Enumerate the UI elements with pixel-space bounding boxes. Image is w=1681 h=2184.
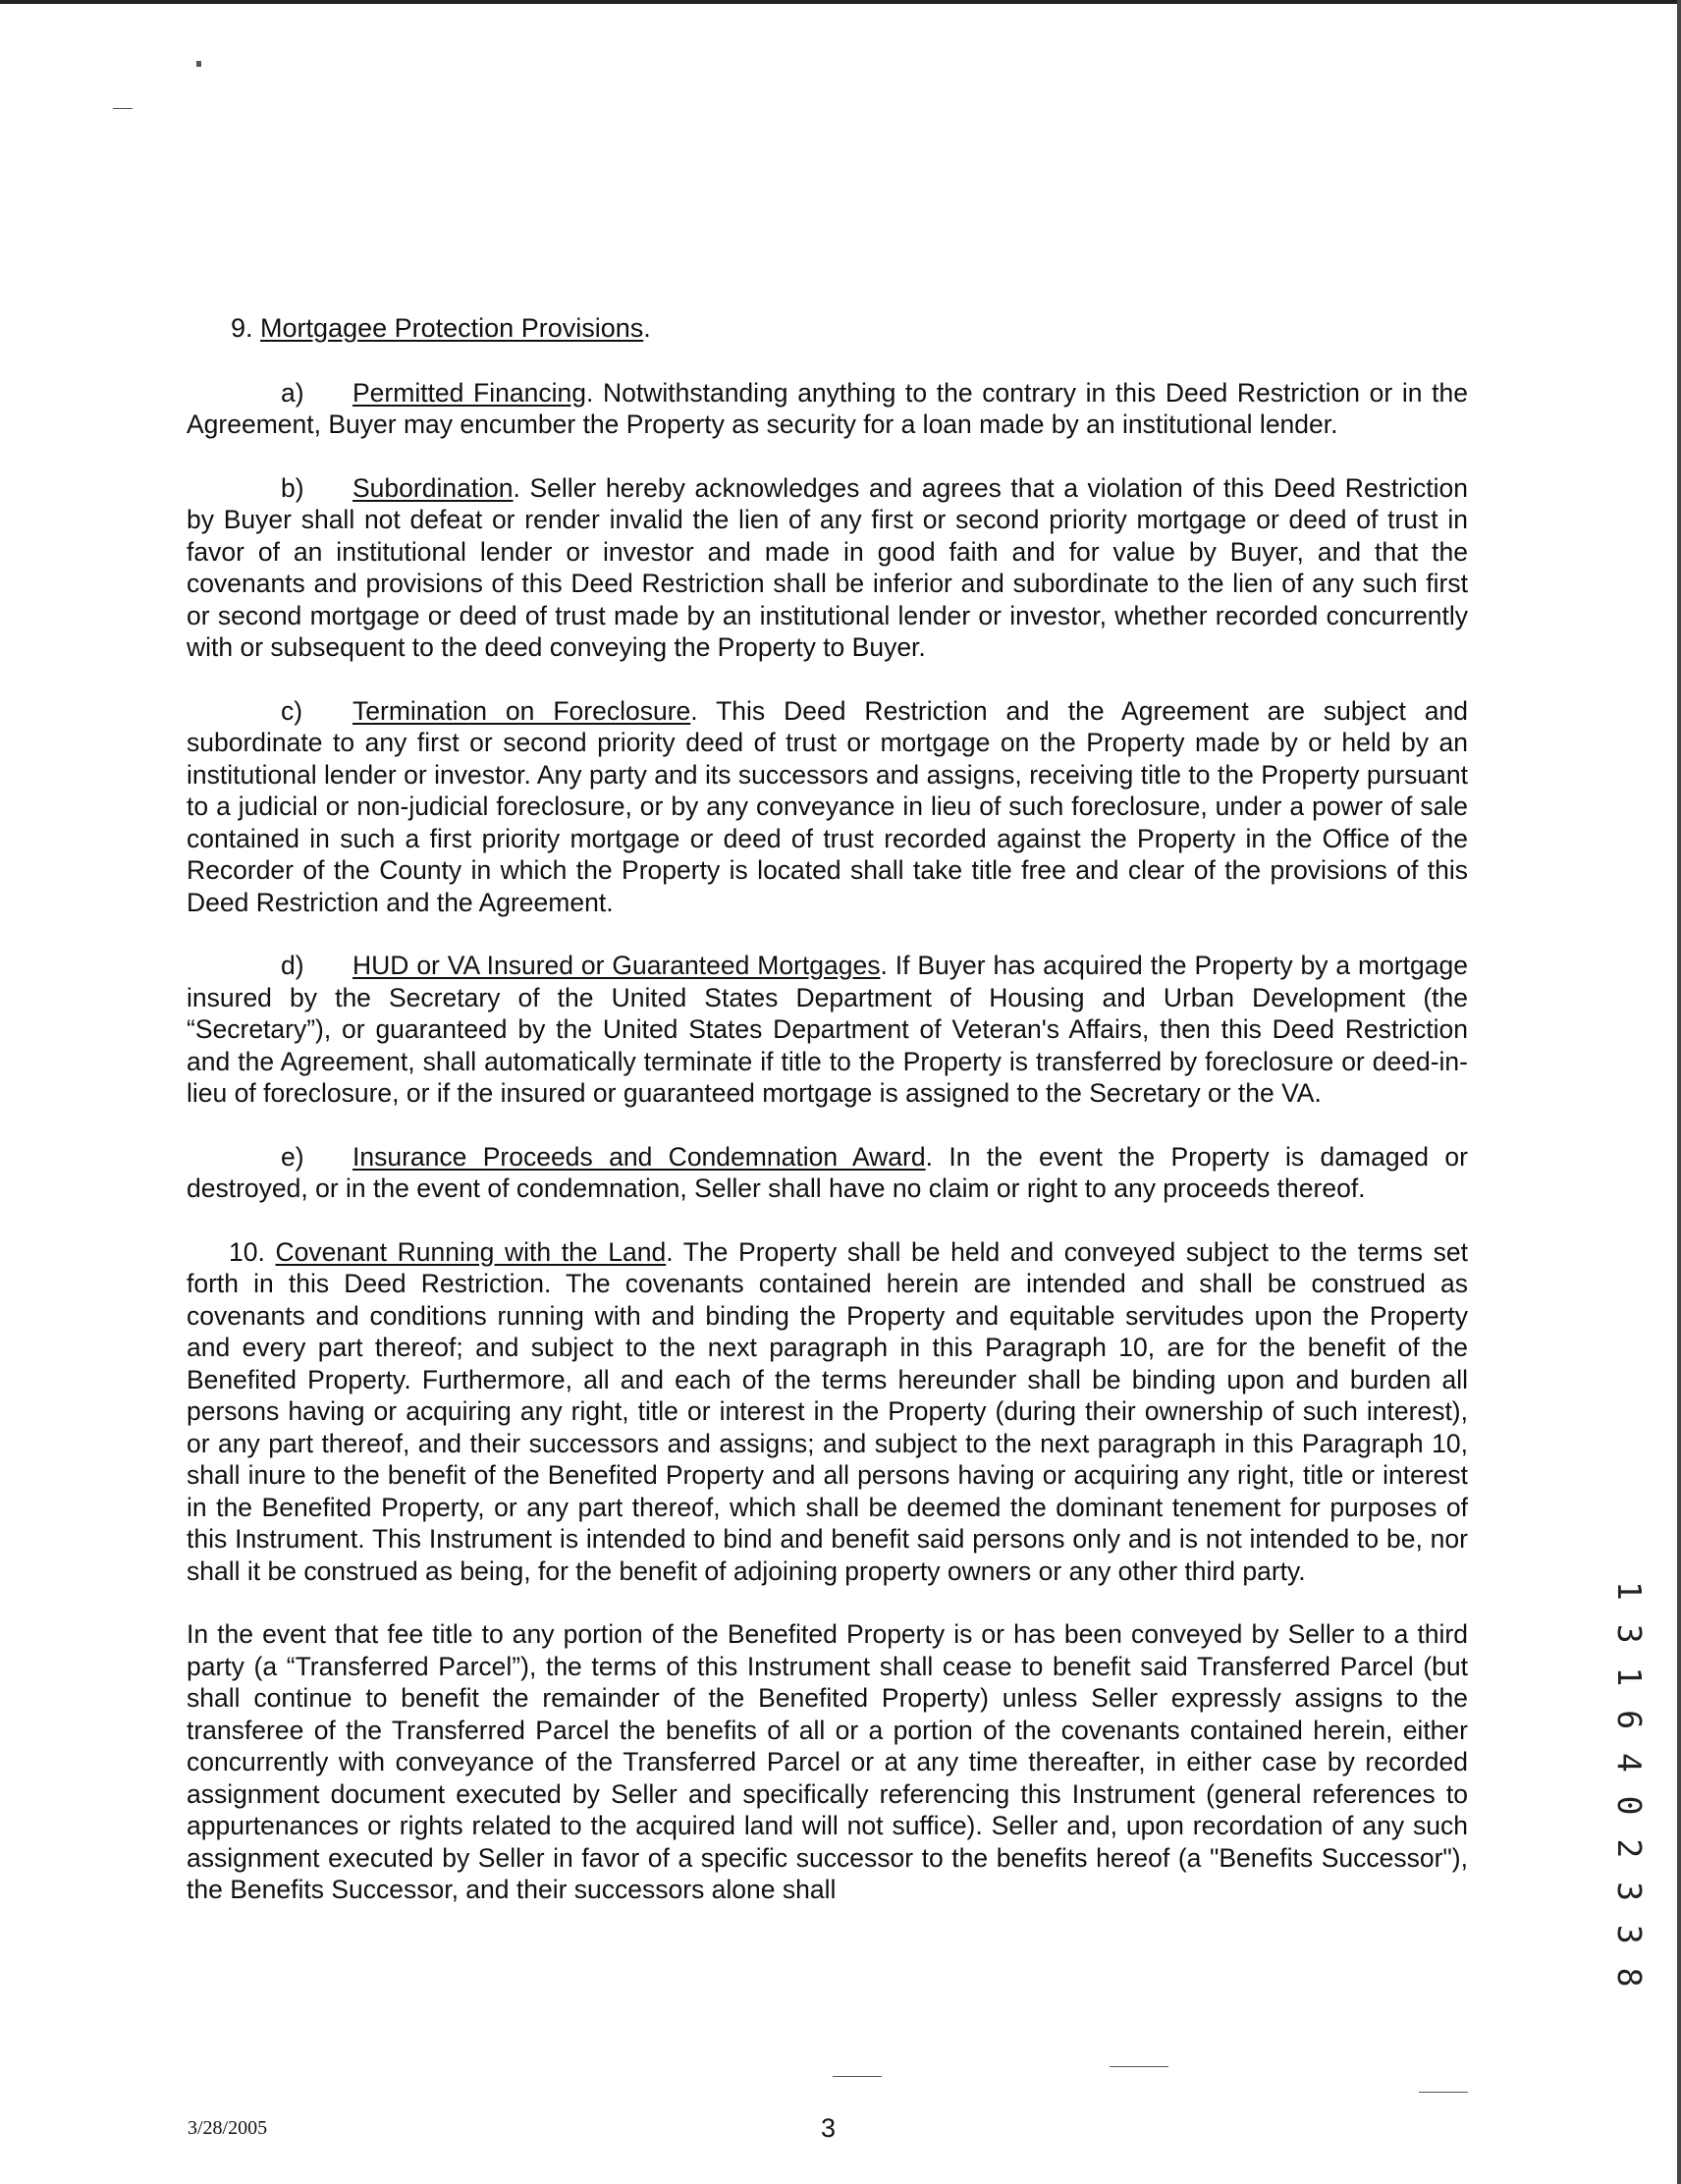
paragraph-heading: HUD or VA Insured or Guaranteed Mortgages: [352, 951, 881, 980]
paragraph-9b: [187, 472, 1468, 664]
paragraph-heading: Covenant Running with the Land: [275, 1236, 667, 1267]
paragraph-9e: [187, 1141, 1468, 1205]
paragraph-marker: a): [281, 377, 304, 408]
paragraph-text: . This Deed Restriction and the Agreement are subject and subordinate to any first or second priority deed of trust or mortgage on the Property made by or held by an institutional lender or investor. Any party and its successors and assigns, receiving title to the Property pursuant to a judicial or non-judicial foreclosure, or by any conveyance in lieu of such foreclosure, under a power of sale contained in such a first priority mortgage or deed of trust recorded against the Property in the Office of the Recorder of the County in which the Property is located shall take title free and clear of the provisions of this Deed Restriction and the Agreement.: [187, 695, 1469, 917]
paragraph-9d: [187, 950, 1468, 1110]
paragraph-marker: e): [281, 1141, 304, 1172]
scan-speck: [113, 108, 133, 109]
scan-speck: [196, 61, 201, 67]
paragraph-text: In the event that fee title to any portion of the Benefited Property is or has been conveyed by Seller to a third party (a “Transferred Parcel”), the terms of this Instrument shall cease to benefit said Transferred Parcel (but shall continue to benefit the remainder of the Benefited Property) unless Seller expressly assigns to the transferee of the Transferred Parcel the benefits of all or a portion of the covenants contained herein, either concurrently with conveyance of the Transferred Parcel or at any time thereafter, in either case by recorded assignment document executed by Seller and specifically referencing this Instrument (general references to appurtenances or rights related to the acquired land will not suffice). Seller and, upon recordation of any such assignment executed by Seller in favor of a specific successor to the benefits hereof (a "Benefits Successor"), the Benefits Successor, and their successors alone shall: [187, 1619, 1468, 1904]
paragraph-text: . In the event the Property is damaged or destroyed, or in the event of condemnation, Seller shall have no claim or right to any proceeds thereof.: [187, 1141, 1468, 1203]
paragraph-heading: Subordination: [352, 472, 514, 503]
paragraph-text: . Seller hereby acknowledges and agrees that a violation of this Deed Restriction by Buyer shall not defeat or render invalid the lien of any first or second priority mortgage or deed of trust in favor of an institutional lender or investor and made in good faith and for value by Buyer, and that the covenants and provisions of this Deed Restriction shall be inferior and subordinate to the lien of any such first or second mortgage or deed of trust made by an institutional lender or investor, whether recorded concurrently with or subsequent to the deed conveying the Property to Buyer.: [187, 472, 1468, 662]
paragraph-heading: Termination on Foreclosure: [352, 695, 691, 726]
scan-edge-right: [1677, 0, 1681, 2184]
footer-date: 3/28/2005: [188, 2117, 268, 2139]
page-number: 3: [821, 2113, 837, 2143]
paragraph-text: . If Buyer has acquired the Property by a mortgage insured by the Secretary of the United States Department of Housing and Urban Development (the “Secretary”), or guaranteed by the United States Department of Veteran's Affairs, then this Deed Restriction and the Agreement, shall automatically terminate if title to the Property is transferred by foreclosure or deed-in-lieu of foreclosure, or if the insured or guaranteed mortgage is assigned to the Secretary or the VA.: [187, 951, 1468, 1108]
paragraph-marker: d): [281, 951, 304, 980]
recording-stamp: 1 3 1 6 4 0 2 3 3 8: [1610, 1581, 1649, 1990]
section-number: 9.: [231, 313, 253, 343]
paragraph-heading: Permitted Financing: [352, 377, 586, 408]
section-title: Mortgagee Protection Provisions: [260, 313, 644, 343]
section-9-heading: 9. Mortgagee Protection Provisions.: [231, 313, 651, 343]
scan-edge-top: [0, 0, 1681, 4]
document-body: [187, 312, 1468, 1938]
scan-speck: [1419, 2092, 1468, 2093]
paragraph-9a: [187, 377, 1468, 441]
paragraph-10: [187, 1236, 1468, 1588]
section-number: 10.: [229, 1236, 265, 1267]
paragraph-marker: b): [281, 472, 304, 503]
paragraph-text: . The Property shall be held and conveyed subject to the terms set forth in this Deed Restriction. The covenants contained herein are intended and shall be construed as covenants and conditions running with and binding the Property and equitable servitudes upon the Property and every part thereof; and subject to the next paragraph in this Paragraph 10, are for the benefit of the Benefited Property. Furthermore, all and each of the terms hereunder shall be binding upon and burden all persons having or acquiring any right, title or interest in the Property (during their ownership of such interest), or any part thereof, and their successors and assigns; and subject to the next paragraph in this Paragraph 10, shall inure to the benefit of the Benefited Property and all persons having or acquiring any right, title or interest in the Benefited Property, or any part thereof, which shall be deemed the dominant tenement for purposes of this Instrument. This Instrument is intended to bind and benefit said persons only and is not intended to be, nor shall it be construed as being, for the benefit of adjoining property owners or any other third party.: [187, 1236, 1468, 1586]
paragraph-heading: Insurance Proceeds and Condemnation Award: [352, 1141, 926, 1172]
scan-speck: [833, 2076, 882, 2077]
paragraph-10-continuation: [187, 1618, 1468, 1906]
scan-speck: [1110, 2066, 1168, 2067]
paragraph-9c: [187, 695, 1468, 919]
paragraph-text: . Notwithstanding anything to the contrary in this Deed Restriction or in the Agreement, Buyer may encumber the Property as security for a loan made by an institutional lender.: [187, 377, 1468, 439]
paragraph-marker: c): [281, 695, 303, 726]
